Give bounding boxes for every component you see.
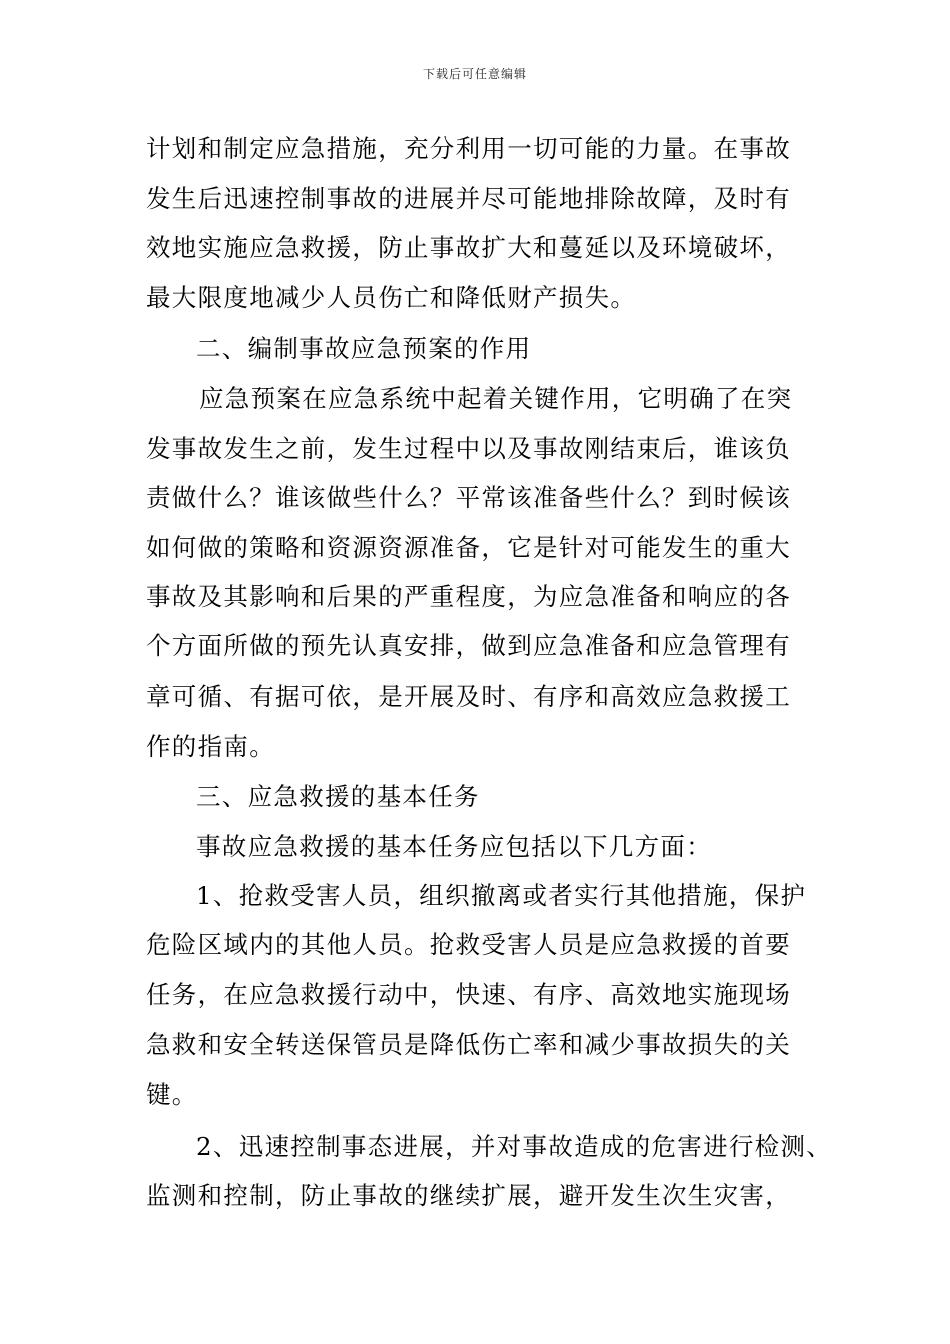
body-line: 危险区域内的其他人员。抢救受害人员是应急救援的首要 (146, 930, 791, 959)
list-item: 1、抢救受害人员，组织撤离或者实行其他措施，保护 (196, 881, 807, 910)
body-line: 效地实施应急救援，防止事故扩大和蔓延以及环境破坏， (146, 233, 791, 262)
body-line: 发生后迅速控制事故的进展并尽可能地排除故障，及时有 (146, 184, 791, 213)
body-line: 任务，在应急救援行动中，快速、有序、高效地实施现场 (146, 980, 791, 1009)
body-line: 责做什么？谁该做些什么？平常该准备些什么？到时候该 (146, 483, 791, 512)
body-line: 监测和控制，防止事故的继续扩展，避开发生次生灾害， (146, 1181, 791, 1210)
section-heading: 三、应急救援的基本任务 (196, 782, 480, 811)
body-line: 事故应急救援的基本任务应包括以下几方面： (196, 832, 712, 861)
body-line: 发事故发生之前，发生过程中以及事故刚结束后，谁该负 (146, 434, 791, 463)
body-line: 章可循、有据可依，是开展及时、有序和高效应急救援工 (146, 682, 791, 711)
body-line: 计划和制定应急措施，充分利用一切可能的力量。在事故 (146, 134, 791, 163)
section-heading: 二、编制事故应急预案的作用 (196, 334, 532, 363)
body-line: 个方面所做的预先认真安排，做到应急准备和应急管理有 (146, 631, 791, 660)
body-line: 急救和安全转送保管员是降低伤亡率和减少事故损失的关 (146, 1030, 791, 1059)
body-line: 键。 (146, 1080, 198, 1109)
body-line: 如何做的策略和资源资源准备，它是针对可能发生的重大 (146, 533, 791, 562)
header-note: 下载后可任意编辑 (422, 67, 527, 81)
body-line: 应急预案在应急系统中起着关键作用，它明确了在突 (199, 384, 793, 413)
list-item: 2、迅速控制事态进展，并对事故造成的危害进行检测、 (196, 1132, 833, 1161)
body-line: 最大限度地减少人员伤亡和降低财产损失。 (146, 283, 637, 312)
body-line: 事故及其影响和后果的严重程度，为应急准备和响应的各 (146, 582, 791, 611)
body-line: 作的指南。 (146, 732, 275, 761)
